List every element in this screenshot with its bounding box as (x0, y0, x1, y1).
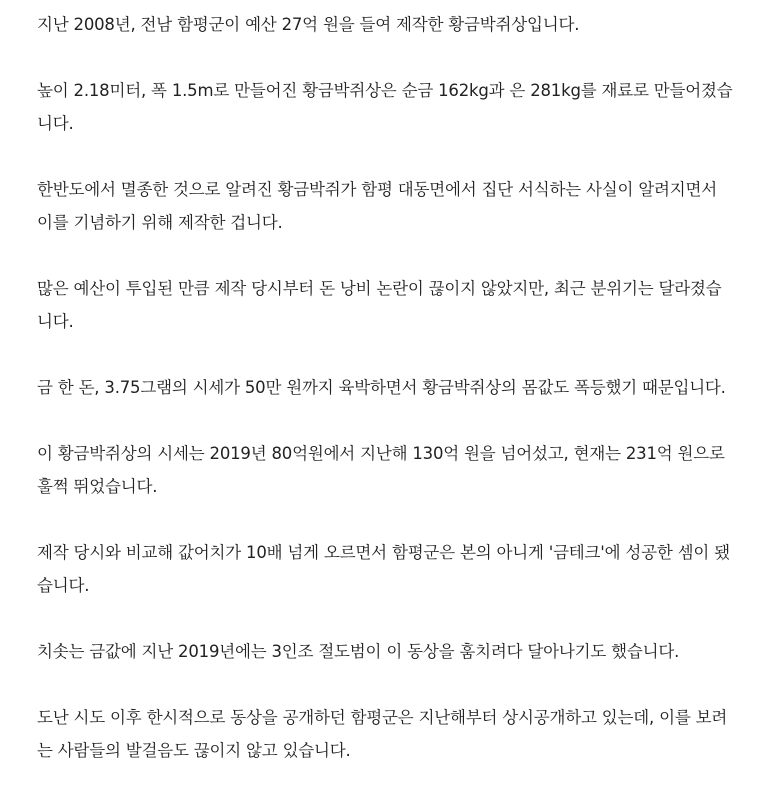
paragraph-9: 도난 시도 이후 한시적으로 동상을 공개하던 함평군은 지난해부터 상시공개하고 있는데, 이를 보려는 사람들의 발걸음도 끊이지 않고 있습니다. (37, 708, 728, 760)
paragraph-4: 많은 예산이 투입된 만큼 제작 당시부터 돈 낭비 논란이 끊이지 않았지만, 최근 분위기는 달라졌습니다. (37, 279, 722, 331)
paragraph-1: 지난 2008년, 전남 함평군이 예산 27억 원을 들여 제작한 황금박쥐상입니다. (37, 15, 580, 34)
article-body (37, 8, 737, 767)
paragraph-5: 금 한 돈, 3.75그램의 시세가 50만 원까지 육박하면서 황금박쥐상의 몸값도 폭등했기 때문입니다. (37, 378, 726, 397)
paragraph-8: 치솟는 금값에 지난 2019년에는 3인조 절도범이 이 동상을 훔치려다 달아나기도 했습니다. (37, 642, 680, 661)
paragraph-3: 한반도에서 멸종한 것으로 알려진 황금박쥐가 함평 대동면에서 집단 서식하는 사실이 알려지면서 이를 기념하기 위해 제작한 겁니다. (37, 180, 718, 232)
paragraph-7: 제작 당시와 비교해 값어치가 10배 넘게 오르면서 함평군은 본의 아니게 '금테크'에 성공한 셈이 됐습니다. (37, 543, 730, 595)
paragraph-6: 이 황금박쥐상의 시세는 2019년 80억원에서 지난해 130억 원을 넘어섰고, 현재는 231억 원으로 훌쩍 뛰었습니다. (37, 444, 725, 496)
paragraph-2: 높이 2.18미터, 폭 1.5m로 만들어진 황금박쥐상은 순금 162kg과 은 281kg를 재료로 만들어졌습니다. (37, 81, 733, 133)
